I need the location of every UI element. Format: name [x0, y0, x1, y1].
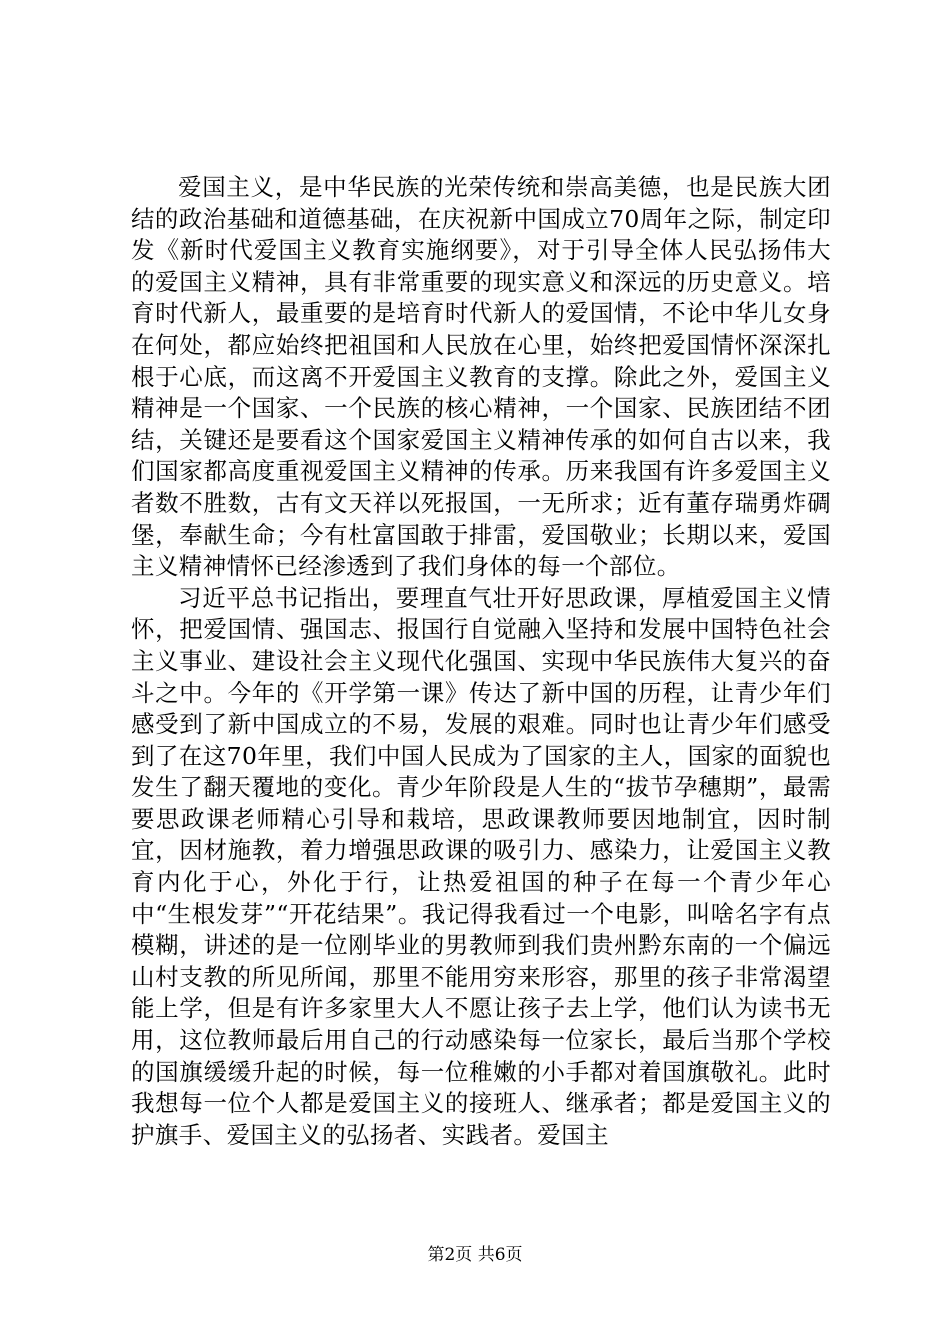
paragraph-1: 爱国主义，是中华民族的光荣传统和崇高美德，也是民族大团结的政治基础和道德基础，在庆祝新中国成立70周年之际，制定印发《新时代爱国主义教育实施纲要》，对于引导全体人民弘扬伟大的爱国主义精神，具有非常重要的现实意义和深远的历史意义。培育时代新人，最重要的是培育时代新人的爱国情，不论中华儿女身在何处，都应始终把祖国和人民放在心里，始终把爱国情怀深深扎根于心底，而这离不开爱国主义教育的支撑。除此之外，爱国主义精神是一个国家、一个民族的核心精神，一个国家、民族团结不团结，关键还是要看这个国家爱国主义精神传承的如何自古以来，我们国家都高度重视爱国主义精神的传承。历来我国有许多爱国主义者数不胜数，古有文天祥以死报国，一无所求；近有董存瑞勇炸碉堡，奉献生命；今有杜富国敢于排雷，爱国敬业；长期以来，爱国主义精神情怀已经渗透到了我们身体的每一个部位。	[131, 173, 831, 581]
document-body	[131, 172, 831, 1151]
page-number-footer: 第2页 共6页	[427, 1245, 523, 1265]
paragraph-2: 习近平总书记指出，要理直气壮开好思政课，厚植爱国主义情怀，把爱国情、强国志、报国行自觉融入坚持和发展中国特色社会主义事业、建设社会主义现代化强国、实现中华民族伟大复兴的奋斗之中。今年的《开学第一课》传达了新中国的历程，让青少年们感受到了新中国成立的不易，发展的艰难。同时也让青少年们感受到了在这70年里，我们中国人民成为了国家的主人，国家的面貌也发生了翻天覆地的变化。青少年阶段是人生的“拔节孕穗期”，最需要思政课老师精心引导和栽培，思政课教师要因地制宜，因时制宜，因材施教，着力增强思政课的吸引力、感染力，让爱国主义教育内化于心，外化于行，让热爱祖国的种子在每一个青少年心中“生根发芽”“开花结果”。我记得我看过一个电影，叫啥名字有点模糊，讲述的是一位刚毕业的男教师到我们贵州黔东南的一个偏远山村支教的所见所闻，那里不能用穷来形容，那里的孩子非常渴望能上学，但是有许多家里大人不愿让孩子去上学，他们认为读书无用，这位教师最后用自己的行动感染每一位家长，最后当那个学校的国旗缓缓升起的时候，每一位稚嫩的小手都对着国旗敬礼。此时我想每一位个人都是爱国主义的接班人、继承者；都是爱国主义的护旗手、爱国主义的弘扬者、实践者。爱国主	[131, 583, 831, 1149]
